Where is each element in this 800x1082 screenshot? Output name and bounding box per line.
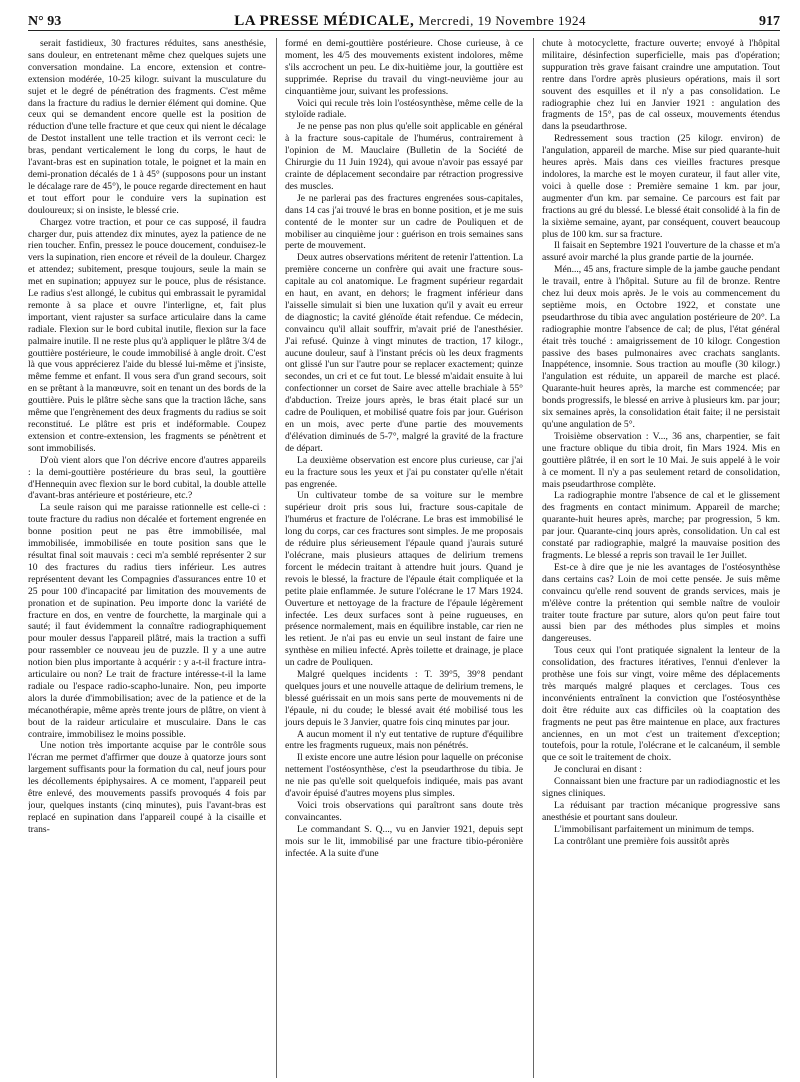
journal-title — [234, 13, 586, 30]
paragraph: Il existe encore une autre lésion pour laquelle on préconise nettement l'ostéosynthèse, c'est la pseudarthrose du tibia. Je ne nie pas qu'elle soit quelquefois indiquée, mais pas avant d'avoir épuisé d'autres moyens plus simples. — [285, 752, 523, 800]
paragraph: formé en demi-gouttière postérieure. Chose curieuse, à ce moment, les 4/5 des mouvements existent indolores, même s'ils accrochent un peu. Le dix-huitième jour, la gouttière est supprimée. Reprise du travail du vingt-neuvième jour au cinquantième jour, suivant les professions. — [285, 38, 523, 97]
paragraph: Redressement sous traction (25 kilogr. environ) de l'angulation, appareil de marche. Mise sur pied quarante-huit heures après. Mais dans ces vieilles fractures presque indolores, la marche est le moyen curateur, il faut aller vite, voici à quelle dose : Première semaine 1 km. par jour, augmenter d'un km. par semaine. Ce parcours est fait par fractions au gré du blessé. Le blessé était consolidé à la fin de la sixième semaine, ayant, par conséquent, couvert beaucoup plus de 100 km. sur sa fracture. — [542, 133, 780, 240]
paragraph: serait fastidieux, 30 fractures réduites, sans anesthésie, sans douleur, en entretenant même chez quelques sujets une conversation mondaine. La encore, extension et contre-extension modérée, 10-25 kilogr. suivant la musculature du sujet et le degré de pénétration des fragments. C'est même dans la fracture du radius le dernier élément qui domine. Que ceux qui se demandent encore quelle est la position de réduction d'une telle fracture et que ceux qui nient le décalage de Destot installent une telle traction et ils verront ceci: le bras, pendant verticalement le long du corps, le haut de l'avant-bras est en supination totale, le poignet et la main en demi-pronation décalés de 1 à 45° (supposons pour un instant le décalage rare de 45°), le pouce regarde directement en haut et tout effort pour le conduire vers la supination est douloureux; si on insiste, le blessé crie. — [28, 38, 266, 216]
paragraph: Une notion très importante acquise par le contrôle sous l'écran me permet d'affirmer que douze à quatorze jours sont largement suffisants pour la formation du cal, neuf jours pour les décollements épiphysaires. A ce moment, l'appareil peut être enlevé, des mouvements passifs provoqués 4 fois par jour, quelques instants (cinq minutes), puis l'avant-bras est replacé en supination dans l'appareil coupé à la cisaille et trans- — [28, 740, 266, 835]
paragraph: La deuxième observation est encore plus curieuse, car j'ai eu la fracture sous les yeux et j'ai pu constater qu'elle n'était pas engrenée. — [285, 454, 523, 490]
paragraph: La seule raison qui me paraisse rationnelle est celle-ci : toute fracture du radius non décalée et fortement engrenée en bonne position peut ne pas être immobilisée, mal immobilisée, immobilisée en toute position sans que le résultat final soit mauvais : ceci m'a semblé représenter 2 sur 10 des fractures du radius tiers inférieur. Les autres représentent devant les Compagnies d'assurances entre 10 et 25 pour 100 d'incapacité par limitation des mouvements de pronation et de supination. Peu importe donc la variété de fracture en dos, en ventre de fourchette, la marginale qui a sauté; il faut évidemment la connaître radiographiquement pour mouler dessus l'appareil plâtré, mais la traction a suffi pour rassembler ce nouveau jeu de puzzle. Il y a une autre notion bien plus importante à acquérir : y a-t-il fracture intra-articulaire ou non? Le trait de fracture intéresse-t-il la lame radiale ou l'espace radio-scapho-lunaire. Non, peu importe alors la durée d'immobilisation; avec de la patience et de la mécanothérapie, même après trente jours de plâtre, on vient à bout de la raideur articulaire et musculaire. Dans le cas contraire, immobilisez le moins possible. — [28, 502, 266, 740]
paragraph: Un cultivateur tombe de sa voiture sur le membre supérieur droit pris sous lui, fracture sous-capitale de l'humérus et fracture de l'olécrane. Le bras est immobilisé le long du corps, car ces fractures sont simples. Je me proposais de réduire plus sérieusement l'épaule quand j'aurais suturé l'olécrane, mais plusieurs attaques de delirium tremens forcent le médecin traitant à attendre huit jours. Quand je revois le blessé, la fracture de l'épaule était compliquée et la petite plaie enflammée. Je suture l'olécrane le 17 Mars 1924. Ouverture et nettoyage de la fracture de l'épaule légèrement infectée. Les deux surfaces sont à peine rugueuses, en présence normalement, mais en équilibre instable, car rien ne les retient. Je n'ai pas eu envie un seul instant de faire une synthèse en milieu infecté. Après toilette et drainage, je place un cadre de Pouliquen. — [285, 490, 523, 669]
column-left — [28, 38, 266, 1078]
paragraph: Voici qui recule très loin l'ostéosynthèse, même celle de la styloïde radiale. — [285, 97, 523, 121]
paragraph: La contrôlant une première fois aussitôt après — [554, 835, 730, 847]
paragraph: Je conclurai en disant : — [554, 764, 642, 776]
paragraph: Tous ceux qui l'ont pratiquée signalent la lenteur de la consolidation, des fractures itératives, l'ennui d'enlever la prothèse une fois sur vingt, voire même des déplacements très marqués malgré plaques et cerclages. Tous ces inconvénients entraînent la conviction que l'ostéosynthèse doit être réduite aux cas difficiles où la coaptation des fragments ne peut pas être maintenue en place, aux fractures anciennes, en un mot c'est un traitement d'exception; toutefois, pour la rotule, l'olécrane et le calcanéum, il semble que ce soit le traitement de choix. — [542, 645, 780, 764]
issue-date: Mercredi, 19 Novembre 1924 — [418, 13, 586, 28]
page-header — [28, 8, 780, 31]
journal-name: LA PRESSE MÉDICALE, — [234, 13, 415, 29]
paragraph: Troisième observation : V..., 36 ans, charpentier, se fait une fracture oblique du tibia droit, fin Mars 1924. Mis en gouttière plâtrée, il en sort le 10 Mai. Je suis appelé à le voir à ce moment. Il n'y a pas seulement retard de consolidation, mais pseudarthrose complète. — [542, 430, 780, 490]
paragraph: Chargez votre traction, et pour ce cas supposé, il faudra charger dur, puis attendez dix minutes, ayez la patience de ne rien toucher. Enfin, pressez le pouce doucement, conduisez-le vers la supination, rien encore et réveil de la douleur. Chargez et attendez; subitement, presque toujours, seule la main se met en supination; appuyez sur le pouce, plus de résistance. Le radius s'est allongé, le cubitus qui embrassait le pyramidal remonte à sa place et ouvre l'interligne, et, fait plus important, vient rajuster sa surface articulaire dans la came radiale. Flexion sur le bord cubital inutile, flexion sur la face palmaire inutile. Il ne reste plus qu'à appliquer le plâtre 3/4 de gouttière postérieure, le coude immobilisé à angle droit. C'est là que vous apprécierez l'aide du blessé lui-même et j'insiste, même femme et enfant. Il vous sera d'un grand secours, soit en se prêtant à la manœuvre, soit en tenant un des bords de la gouttière. Puis le plâtre sèche sans que la traction lâche, sans même que l'engrènement des deux fragments du radius se soit reconstitué. Le plâtre est pris et indéformable. Coupez extension et contre-extension, les fragments se pénètrent et sont immobilisés. — [28, 216, 266, 454]
paragraph: Voici trois observations qui paraîtront sans doute très convaincantes. — [285, 800, 523, 823]
issue-number: N° 93 — [28, 14, 62, 29]
column-right — [533, 38, 780, 1078]
paragraph: Je ne parlerai pas des fractures engrenées sous-capitales, dans 14 cas j'ai trouvé le bras en bonne position, et je me suis contenté de le monter sur un cadre de Pouliquen et de mobiliser au cinquième jour : guérison en trois semaines sans perte de mouvement. — [285, 192, 523, 252]
paragraph: Le commandant S. Q..., vu en Janvier 1921, depuis sept mois sur le lit, immobilisé par une fracture tibio-péronière infectée. A la suite d'une — [285, 823, 523, 859]
paragraph: chute à motocyclette, fracture ouverte; envoyé à l'hôpital militaire, désinfection superficielle, mais pas d'opération; suppuration très grave faisant craindre une amputation. Tout rentre dans l'ordre après plusieurs opérations, mais il sort souvent des esquilles et il n'y a pas consolidation. Le radiographie chez lui en Janvier 1921 : angulation des fragments de 15°, pas de cal osseux, mouvements étendus dans la pseudarthrose. — [542, 38, 780, 133]
paragraph: Est-ce à dire que je nie les avantages de l'ostéosynthèse dans certains cas? Loin de moi cette pensée. Je suis même convaincu qu'elle rend souvent de grands services, mais je m'élève contre la prétention qui semble naître de vouloir traiter toute fracture par suture, alors qu'on peut faire tout aussi bien par des méthodes plus simples et moins dangereuses. — [542, 561, 780, 645]
paragraph: Il faisait en Septembre 1921 l'ouverture de la chasse et m'a assuré avoir marché la plus grande partie de la journée. — [542, 240, 780, 264]
paragraph: Malgré quelques incidents : T. 39°5, 39°8 pendant quelques jours et une nouvelle attaque de delirium tremens, le blessé guérissait en un mois sans perte de mouvements ni de l'épaule, ni du coude; le blessé avait été mobilisé tous les jours depuis le 3 Janvier, quatre fois cinq minutes par jour. — [285, 669, 523, 728]
column-middle — [276, 38, 523, 1078]
paragraph: Connaissant bien une fracture par un radiodiagnostic et les signes cliniques. — [542, 776, 780, 800]
paragraph: Deux autres observations méritent de retenir l'attention. La première concerne un confrère qui avait une fracture sous-capitale au col anatomique. Le fragment supérieur regardait en haut, en avant, en dehors; le fragment inférieur dans l'aisselle simulait si bien une luxation qu'il y avait eu erreur de diagnostic; la cavité glénoïde était refendue. Ce médecin, convaincu qu'il allait souffrir, m'avait prié de l'anesthésier. J'ai refusé. Quinze à vingt minutes de traction, 17 kilogr., aucune douleur, sauf à l'instant précis où les deux fragments ont glissé l'un sur l'autre pour se replacer exactement; quinze secondes, un cri et ce fut tout. Le blessé m'aidait ensuite à lui confectionner un corset de Saire avec attelle brachiale à 55° d'abduction. Treize jours après, le bras était placé sur un cadre de Pouliquen, et mobilisé quatre fois par jour. Guérison en un mois, avec perte d'une partie des mouvements d'élévation diminués de 5-7°, malgré la gravité de la fracture de départ. — [285, 252, 523, 454]
paragraph: Je ne pense pas non plus qu'elle soit applicable en général à la fracture sous-capitale de l'humérus, contrairement à l'opinion de M. Mauclaire (Bulletin de la Société de Chirurgie du 11 Juin 1924), qui avoue n'avoir pas essayé par crainte de déplacement secondaire par rétraction progressive des muscles. — [285, 121, 523, 192]
paragraph: A aucun moment il n'y eut tentative de rupture d'équilibre entre les fragments rugueux, mais non pénétrés. — [285, 728, 523, 752]
page-number: 917 — [758, 14, 780, 29]
paragraph: Mén..., 45 ans, fracture simple de la jambe gauche pendant le travail, entre à l'hôpital. Suture au fil de bronze. Rentre chez lui deux mois après. Je le vois au commencement du septième mois, en Octobre 1922, et constate une pseudarthrose du tibia avec angulation postérieure de 20°. La radiographie montre l'absence de cal; de plus, l'état général était très touché : amaigrissement de 10 kilogr. Congestion passive des bases pulmonaires avec crachats sanglants. Inappétence, insomnie. Sous traction au moufle (30 kilogr.) l'angulation est réduite, un appareil de marche est placé. Quarante-huit heures après, la marche est commencée; par bonds progressifs, le blessé en arrive à plusieurs km. par jour; six semaines après, la consolidation était faite; il ne persistait qu'une angulation de 5°. — [542, 264, 780, 430]
paragraph: D'où vient alors que l'on décrive encore d'autres appareils : la demi-gouttière postérieure du bras seul, la gouttière d'Hennequin avec flexion sur le bord cubital, la double attelle d'avant-bras antérieure et postérieure, etc.? — [28, 454, 266, 502]
paragraph: L'immobilisant parfaitement un minimum de temps. — [554, 823, 754, 835]
article-body — [28, 38, 780, 1078]
paragraph: La radiographie montre l'absence de cal et le glissement des fragments en contact minimum. Appareil de marche; quarante-huit heures après, marche; par progression, 5 km. par jour. Quarante-cinq jours après, consolidation. Un cal est constaté par radiographie, malgré la mauvaise position des fragments. Le blessé a repris son travail le 1er Juillet. — [542, 490, 780, 561]
paragraph: La réduisant par traction mécanique progressive sans anesthésie et pourtant sans douleur. — [542, 800, 780, 823]
